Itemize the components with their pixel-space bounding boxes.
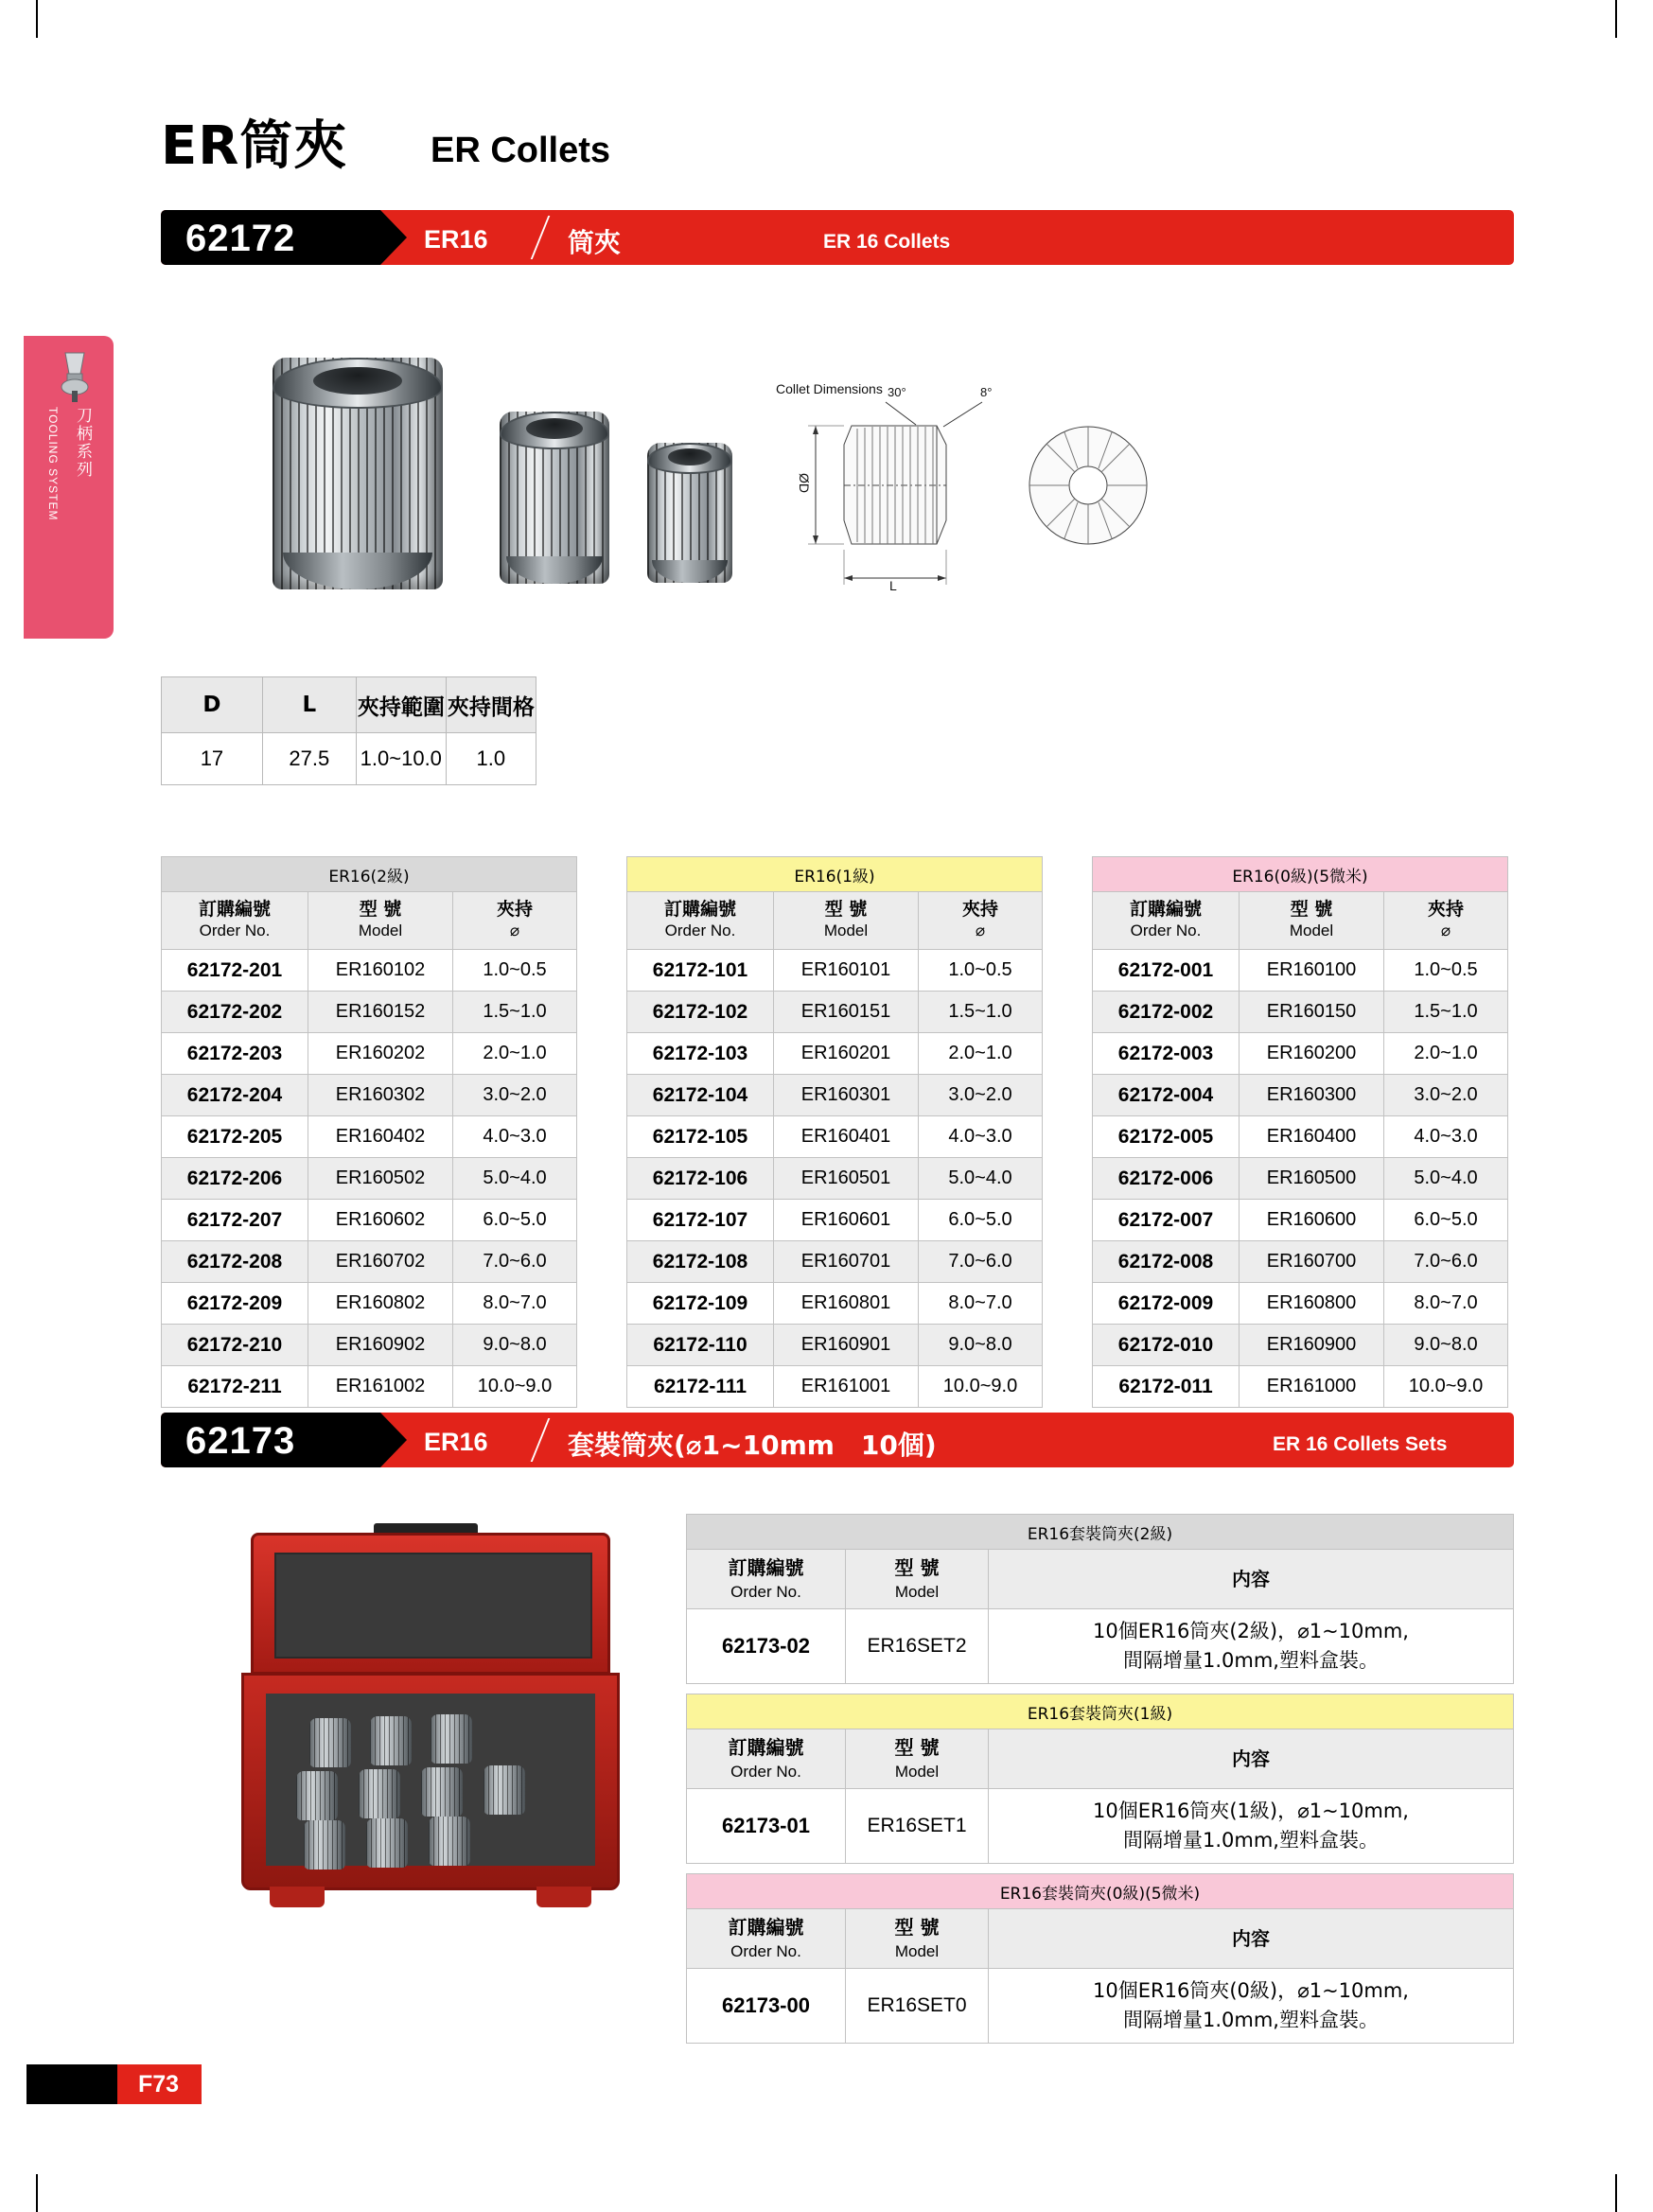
collet-photo-large (273, 358, 443, 589)
table-row (162, 1366, 577, 1408)
cell-order-no: 62172-011 (1093, 1366, 1240, 1408)
table-row (627, 1158, 1043, 1200)
table-row (627, 950, 1043, 992)
cell-order-no: 62172-109 (627, 1283, 774, 1325)
banner-divider (531, 216, 551, 259)
table-row (627, 1075, 1043, 1116)
order-header-order-no: 訂購編號 Order No. (627, 892, 774, 950)
spec-value-range: 1.0~10.0 (356, 733, 446, 785)
crop-mark-br-v (1615, 2174, 1617, 2212)
cell-model: ER160401 (774, 1116, 919, 1158)
footer-page-number: F73 (138, 2071, 180, 2098)
side-tab-label-zh: 刀柄系列 (73, 407, 92, 479)
cell-clamp-range: 6.0~5.0 (453, 1200, 577, 1241)
cell-order-no: 62172-206 (162, 1158, 308, 1200)
specification-table (161, 676, 1514, 785)
cell-model: ER160802 (308, 1283, 453, 1325)
cell-model: ER160901 (774, 1325, 919, 1366)
case-foot-right (536, 1887, 591, 1907)
table-row (627, 1283, 1043, 1325)
cell-order-no: 62172-009 (1093, 1283, 1240, 1325)
cell-clamp-range: 9.0~8.0 (1384, 1325, 1508, 1366)
set-header-content: 内容 (989, 1550, 1514, 1609)
crop-mark-bl-v (36, 2174, 38, 2212)
cell-order-no: 62172-207 (162, 1200, 308, 1241)
cell-model: ER161002 (308, 1366, 453, 1408)
cell-order-no: 62172-102 (627, 992, 774, 1033)
set-header-content: 内容 (989, 1909, 1514, 1969)
cell-clamp-range: 8.0~7.0 (1384, 1283, 1508, 1325)
table-row (627, 1366, 1043, 1408)
drawing-caption: Collet Dimensions (776, 381, 883, 396)
order-table-group-label: ER16(2級) (162, 857, 577, 892)
banner2-name-zh: 套裝筒夾(⌀1~10mm 10個) (568, 1430, 937, 1461)
cell-model: ER16SET1 (846, 1789, 989, 1864)
cell-model: ER160502 (308, 1158, 453, 1200)
cell-order-no: 62172-106 (627, 1158, 774, 1200)
table-row (162, 1116, 577, 1158)
set-table-group-label: ER16套裝筒夾(2級) (687, 1515, 1514, 1550)
cell-order-no: 62172-104 (627, 1075, 774, 1116)
cell-clamp-range: 5.0~4.0 (453, 1158, 577, 1200)
table-row (162, 1033, 577, 1075)
banner2-code: 62173 (185, 1420, 296, 1462)
set-header-order-no: 訂購編號 Order No. (687, 1550, 846, 1609)
cell-order-no: 62172-004 (1093, 1075, 1240, 1116)
cell-order-no: 62172-101 (627, 950, 774, 992)
collet-in-case (421, 1767, 463, 1817)
cell-clamp-range: 1.5~1.0 (1384, 992, 1508, 1033)
crop-mark-tl-v (36, 0, 38, 38)
cell-clamp-range: 3.0~2.0 (1384, 1075, 1508, 1116)
page-title-zh: ER筒夾 (161, 115, 348, 177)
set-header-order-no: 訂購編號 Order No. (687, 1729, 846, 1789)
cell-order-no: 62172-111 (627, 1366, 774, 1408)
cell-model: ER161000 (1240, 1366, 1384, 1408)
spec-header-step: 夾持間格 (446, 677, 536, 733)
cell-order-no: 62172-202 (162, 992, 308, 1033)
table-row (1093, 1366, 1508, 1408)
cell-clamp-range: 1.0~0.5 (919, 950, 1043, 992)
collet-in-case (304, 1820, 345, 1870)
table-row (162, 1075, 577, 1116)
cell-order-no: 62172-008 (1093, 1241, 1240, 1283)
cell-clamp-range: 9.0~8.0 (919, 1325, 1043, 1366)
table-row (1093, 1033, 1508, 1075)
collet-in-case (370, 1716, 412, 1765)
cell-model: ER160600 (1240, 1200, 1384, 1241)
spec-value-l: 27.5 (262, 733, 356, 785)
cell-clamp-range: 6.0~5.0 (919, 1200, 1043, 1241)
cell-order-no: 62172-103 (627, 1033, 774, 1075)
page-title-en: ER Collets (431, 131, 611, 170)
collet-photo-small (647, 443, 732, 583)
banner-series: ER16 (424, 225, 488, 254)
table-row (627, 1241, 1043, 1283)
cell-order-no: 62173-02 (687, 1609, 846, 1684)
case-lid (251, 1533, 610, 1675)
cell-order-no: 62172-201 (162, 950, 308, 992)
order-header-model: 型 號 Model (1240, 892, 1384, 950)
cell-clamp-range: 3.0~2.0 (453, 1075, 577, 1116)
cell-order-no: 62172-210 (162, 1325, 308, 1366)
table-row (162, 1158, 577, 1200)
cell-clamp-range: 10.0~9.0 (1384, 1366, 1508, 1408)
cell-order-no: 62173-01 (687, 1789, 846, 1864)
collet-photo-medium (500, 412, 609, 584)
table-row (162, 1241, 577, 1283)
cell-model: ER160102 (308, 950, 453, 992)
spec-header-l: L (262, 677, 356, 733)
cell-clamp-range: 4.0~3.0 (919, 1116, 1043, 1158)
cell-model: ER160300 (1240, 1075, 1384, 1116)
collet-dimension-drawing (776, 381, 1230, 610)
cell-model: ER160701 (774, 1241, 919, 1283)
set-table-grade2 (686, 1514, 1514, 1684)
table-row (1093, 1325, 1508, 1366)
cell-model: ER16SET2 (846, 1609, 989, 1684)
spec-header-row (162, 677, 536, 733)
order-header-clamp: 夾持 ⌀ (453, 892, 577, 950)
banner-code: 62172 (185, 218, 296, 259)
order-table-grade1 (626, 856, 1043, 1408)
cell-model: ER160700 (1240, 1241, 1384, 1283)
order-header-order-no: 訂購編號 Order No. (1093, 892, 1240, 950)
order-table-group-label: ER16(0級)(5微米) (1093, 857, 1508, 892)
collet-in-case (359, 1769, 400, 1818)
cell-order-no: 62172-208 (162, 1241, 308, 1283)
set-header-model: 型 號 Model (846, 1550, 989, 1609)
order-header-clamp: 夾持 ⌀ (919, 892, 1043, 950)
cell-model: ER160800 (1240, 1283, 1384, 1325)
set-header-order-no: 訂購編號 Order No. (687, 1909, 846, 1969)
collet-set-case-photo (241, 1533, 620, 1930)
cell-model: ER160601 (774, 1200, 919, 1241)
cell-clamp-range: 1.5~1.0 (453, 992, 577, 1033)
spec-value-row (162, 733, 536, 785)
table-row (687, 1609, 1514, 1684)
cell-clamp-range: 3.0~2.0 (919, 1075, 1043, 1116)
order-header-order-no: 訂購編號 Order No. (162, 892, 308, 950)
cell-clamp-range: 8.0~7.0 (919, 1283, 1043, 1325)
order-table-group-label: ER16(1級) (627, 857, 1043, 892)
set-table-grade0 (686, 1873, 1514, 2044)
cell-model: ER160602 (308, 1200, 453, 1241)
cell-model: ER160900 (1240, 1325, 1384, 1366)
cell-order-no: 62173-00 (687, 1969, 846, 2044)
table-row (162, 1283, 577, 1325)
table-row (162, 1325, 577, 1366)
cell-order-no: 62172-002 (1093, 992, 1240, 1033)
cell-clamp-range: 5.0~4.0 (1384, 1158, 1508, 1200)
cell-model: ER160301 (774, 1075, 919, 1116)
crop-mark-tr-v (1615, 0, 1617, 38)
table-row (627, 1325, 1043, 1366)
banner-name-zh: 筒夾 (568, 227, 622, 258)
cell-order-no: 62172-205 (162, 1116, 308, 1158)
set-header-model: 型 號 Model (846, 1909, 989, 1969)
drawing-angle-left: 30° (888, 385, 906, 399)
cell-model: ER161001 (774, 1366, 919, 1408)
banner-name-en: ER 16 Collets (823, 231, 951, 253)
cell-model: ER160201 (774, 1033, 919, 1075)
cell-content: 10個ER16筒夾(1級)，⌀1~10mm, 間隔增量1.0mm,塑料盒裝。 (989, 1789, 1514, 1864)
cell-model: ER160302 (308, 1075, 453, 1116)
drawing-angle-right: 8° (980, 385, 993, 399)
cell-order-no: 62172-003 (1093, 1033, 1240, 1075)
collet-in-case (431, 1714, 472, 1764)
table-row (162, 1200, 577, 1241)
footer-bar (26, 2064, 202, 2104)
table-row (1093, 950, 1508, 992)
cell-model: ER160150 (1240, 992, 1384, 1033)
case-foot-left (270, 1887, 325, 1907)
cell-order-no: 62172-209 (162, 1283, 308, 1325)
set-header-model: 型 號 Model (846, 1729, 989, 1789)
cell-clamp-range: 6.0~5.0 (1384, 1200, 1508, 1241)
table-row (627, 1200, 1043, 1241)
set-table-group-label: ER16套裝筒夾(0級)(5微米) (687, 1874, 1514, 1909)
collet-in-case (484, 1765, 525, 1815)
spec-value-step: 1.0 (446, 733, 536, 785)
set-table-group-label: ER16套裝筒夾(1級) (687, 1694, 1514, 1729)
cell-order-no: 62172-110 (627, 1325, 774, 1366)
order-header-clamp: 夾持 ⌀ (1384, 892, 1508, 950)
spec-value-d: 17 (162, 733, 263, 785)
product-banner-62172 (161, 210, 1514, 265)
cell-model: ER160400 (1240, 1116, 1384, 1158)
cell-clamp-range: 4.0~3.0 (453, 1116, 577, 1158)
cell-model: ER160402 (308, 1116, 453, 1158)
set-header-content: 内容 (989, 1729, 1514, 1789)
table-row (1093, 1116, 1508, 1158)
table-row (1093, 1200, 1508, 1241)
cell-order-no: 62172-105 (627, 1116, 774, 1158)
table-row (1093, 992, 1508, 1033)
table-row (687, 1969, 1514, 2044)
table-row (1093, 1283, 1508, 1325)
banner2-divider (531, 1418, 551, 1462)
cell-content: 10個ER16筒夾(0級)，⌀1~10mm, 間隔增量1.0mm,塑料盒裝。 (989, 1969, 1514, 2044)
cell-clamp-range: 4.0~3.0 (1384, 1116, 1508, 1158)
order-table-grade0 (1092, 856, 1508, 1408)
cell-clamp-range: 1.0~0.5 (453, 950, 577, 992)
cell-clamp-range: 9.0~8.0 (453, 1325, 577, 1366)
cell-model: ER160501 (774, 1158, 919, 1200)
cell-clamp-range: 10.0~9.0 (453, 1366, 577, 1408)
order-table-grade2 (161, 856, 577, 1408)
banner2-series: ER16 (424, 1428, 488, 1456)
table-row (627, 1116, 1043, 1158)
banner2-name-en: ER 16 Collets Sets (1273, 1433, 1448, 1455)
cell-model: ER160202 (308, 1033, 453, 1075)
table-row (687, 1789, 1514, 1864)
collet-in-case (366, 1818, 408, 1868)
cell-model: ER160152 (308, 992, 453, 1033)
cell-clamp-range: 1.5~1.0 (919, 992, 1043, 1033)
table-row (1093, 1158, 1508, 1200)
cell-order-no: 62172-005 (1093, 1116, 1240, 1158)
cell-order-no: 62172-211 (162, 1366, 308, 1408)
cell-order-no: 62172-001 (1093, 950, 1240, 992)
table-row (162, 950, 577, 992)
cell-clamp-range: 2.0~1.0 (919, 1033, 1043, 1075)
cell-clamp-range: 7.0~6.0 (919, 1241, 1043, 1283)
cell-clamp-range: 1.0~0.5 (1384, 950, 1508, 992)
collet-in-case (429, 1817, 470, 1866)
table-row (1093, 1075, 1508, 1116)
cell-order-no: 62172-006 (1093, 1158, 1240, 1200)
collet-in-case (309, 1718, 351, 1767)
tool-holder-icon (48, 349, 101, 404)
table-row (162, 992, 577, 1033)
spec-header-range: 夾持範圍 (356, 677, 446, 733)
cell-clamp-range: 10.0~9.0 (919, 1366, 1043, 1408)
cell-model: ER160702 (308, 1241, 453, 1283)
order-header-model: 型 號 Model (774, 892, 919, 950)
cell-order-no: 62172-108 (627, 1241, 774, 1283)
table-row (627, 992, 1043, 1033)
cell-model: ER160500 (1240, 1158, 1384, 1200)
cell-model: ER160101 (774, 950, 919, 992)
collet-in-case (296, 1771, 338, 1820)
cell-content: 10個ER16筒夾(2級)，⌀1~10mm, 間隔增量1.0mm,塑料盒裝。 (989, 1609, 1514, 1684)
cell-clamp-range: 7.0~6.0 (453, 1241, 577, 1283)
drawing-label-l: L (889, 578, 897, 593)
cell-order-no: 62172-007 (1093, 1200, 1240, 1241)
spec-header-d: D (162, 677, 263, 733)
cell-order-no: 62172-107 (627, 1200, 774, 1241)
set-table-grade1 (686, 1694, 1514, 1864)
table-row (1093, 1241, 1508, 1283)
cell-model: ER16SET0 (846, 1969, 989, 2044)
cell-order-no: 62172-204 (162, 1075, 308, 1116)
order-header-model: 型 號 Model (308, 892, 453, 950)
cell-clamp-range: 5.0~4.0 (919, 1158, 1043, 1200)
side-tab-label-en: TOOLING SYSTEM (46, 407, 60, 521)
product-banner-62173 (161, 1413, 1514, 1467)
cell-clamp-range: 2.0~1.0 (453, 1033, 577, 1075)
side-tab-tooling-system[interactable] (24, 336, 114, 639)
cell-order-no: 62172-203 (162, 1033, 308, 1075)
cell-clamp-range: 2.0~1.0 (1384, 1033, 1508, 1075)
drawing-label-d: ØD (797, 473, 812, 493)
cell-model: ER160100 (1240, 950, 1384, 992)
cell-model: ER160902 (308, 1325, 453, 1366)
table-row (627, 1033, 1043, 1075)
cell-order-no: 62172-010 (1093, 1325, 1240, 1366)
cell-model: ER160200 (1240, 1033, 1384, 1075)
cell-clamp-range: 7.0~6.0 (1384, 1241, 1508, 1283)
cell-clamp-range: 8.0~7.0 (453, 1283, 577, 1325)
cell-model: ER160801 (774, 1283, 919, 1325)
cell-model: ER160151 (774, 992, 919, 1033)
